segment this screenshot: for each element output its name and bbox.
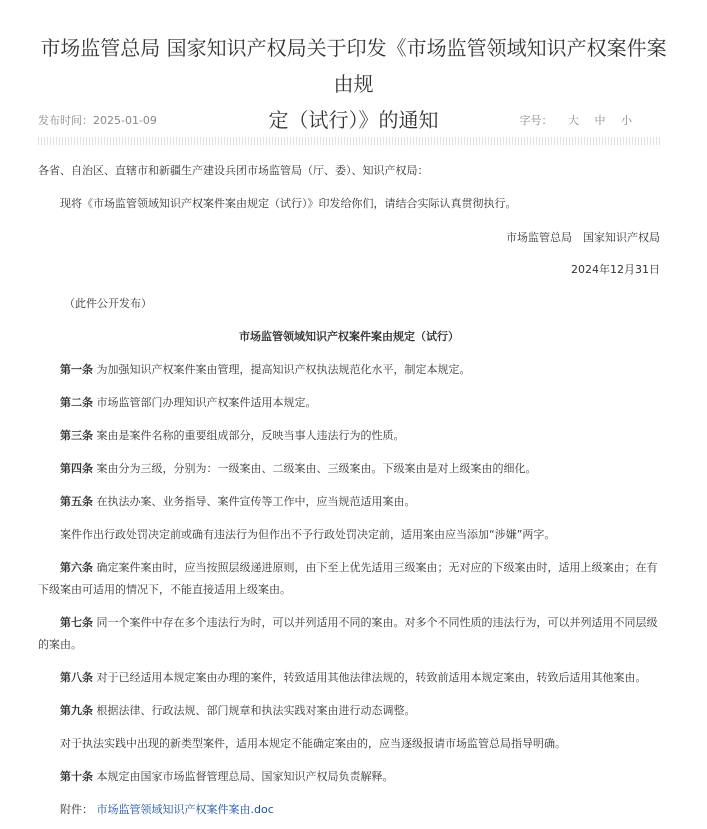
- title-line-1: 市场监管总局 国家知识产权局关于印发《市场监管领域知识产权案件案由规: [40, 36, 667, 96]
- article-3: [60, 425, 660, 447]
- public-note: （此件公开发布）: [64, 297, 152, 310]
- article-9-paragraph-2: [60, 733, 660, 755]
- publish-date: 发布时间：2025-01-09: [38, 114, 157, 127]
- article-text: 本规定由国家市场监督管理总局、国家知识产权局负责解释。: [96, 770, 394, 783]
- article-text: 为加强知识产权案件案由管理，提高知识产权执法规范化水平，制定本规定。: [96, 363, 471, 376]
- article-number: 第十条: [60, 770, 93, 783]
- article-text: 同一个案件中存在多个违法行为时，可以并列适用不同的案由。对多个不同性质的违法行为，可以并列适用不同层级的案由。: [38, 616, 658, 651]
- article-number: 第一条: [60, 363, 93, 376]
- font-size-small-button[interactable]: 小: [621, 114, 632, 127]
- article-number: 第三条: [60, 429, 93, 442]
- article-text: 在执法办案、业务指导、案件宣传等工作中，应当规范适用案由。: [96, 495, 416, 508]
- attachment-label: 附件：: [60, 803, 93, 816]
- signature: 市场监管总局 国家知识产权局: [506, 231, 660, 244]
- article-1: [60, 359, 660, 381]
- article-5: [60, 491, 660, 513]
- article-text: 市场监管部门办理知识产权案件适用本规定。: [96, 396, 317, 409]
- article-6: [38, 557, 660, 601]
- article-8: [60, 667, 660, 689]
- article-number: 第九条: [60, 704, 93, 717]
- article-10: [60, 766, 660, 788]
- article-number: 第二条: [60, 396, 93, 409]
- attachment-link[interactable]: 市场监管领域知识产权案件案由.doc: [96, 803, 274, 816]
- meta-bar: [38, 112, 660, 132]
- article-number: 第六条: [60, 561, 93, 574]
- sign-date: 2024年12月31日: [571, 263, 660, 276]
- article-number: 第八条: [60, 671, 93, 684]
- font-size-medium-button[interactable]: 中: [594, 114, 606, 127]
- intro-paragraph: 现将《市场监管领域知识产权案件案由规定（试行）》印发给你们，请结合实际认真贯彻执行。: [60, 197, 517, 210]
- title-line-2: 定（试行）》的通知: [268, 108, 439, 132]
- dotted-divider: [38, 137, 660, 145]
- article-text: 对于已经适用本规定案由办理的案件，转致适用其他法律法规的，转致前适用本规定案由，转致后适用其他案由。: [96, 671, 647, 684]
- font-size-switcher: [520, 112, 633, 128]
- salutation: 各省、自治区、直辖市和新疆生产建设兵团市场监管局（厅、委）、知识产权局：: [38, 164, 429, 177]
- font-size-label: 字号：: [519, 114, 553, 127]
- article-number: 第四条: [60, 462, 93, 475]
- article-number: 第七条: [60, 616, 93, 629]
- article-7: [38, 612, 660, 656]
- article-2: [60, 392, 660, 414]
- article-5-paragraph-2: [60, 524, 660, 546]
- article-4: [60, 458, 660, 480]
- attachment-row: [60, 799, 660, 821]
- font-size-large-button[interactable]: 大: [568, 114, 579, 127]
- article-text: 确定案件案由时，应当按照层级递进原则，由下至上优先适用三级案由；无对应的下级案由时，适用上级案由；在有下级案由可适用的情况下，不能直接适用上级案由。: [38, 561, 658, 596]
- article-text: 案由分为三级，分别为：一级案由、二级案由、三级案由。下级案由是对上级案由的细化。: [96, 462, 537, 475]
- article-text: 案由是案件名称的重要组成部分，反映当事人违法行为的性质。: [96, 429, 405, 442]
- article-number: 第五条: [60, 495, 93, 508]
- article-text: 案件作出行政处罚决定前或确有违法行为但作出不予行政处罚决定前，适用案由应当添加“涉嫌”两字。: [60, 528, 556, 541]
- article-text: 对于执法实践中出现的新类型案件，适用本规定不能确定案由的，应当逐级报请市场监管总局指导明确。: [60, 737, 566, 750]
- article-9: [60, 700, 660, 722]
- document-title: 市场监管领域知识产权案件案由规定（试行）: [239, 330, 459, 343]
- article-text: 根据法律、行政法规、部门规章和执法实践对案由进行动态调整。: [96, 704, 416, 717]
